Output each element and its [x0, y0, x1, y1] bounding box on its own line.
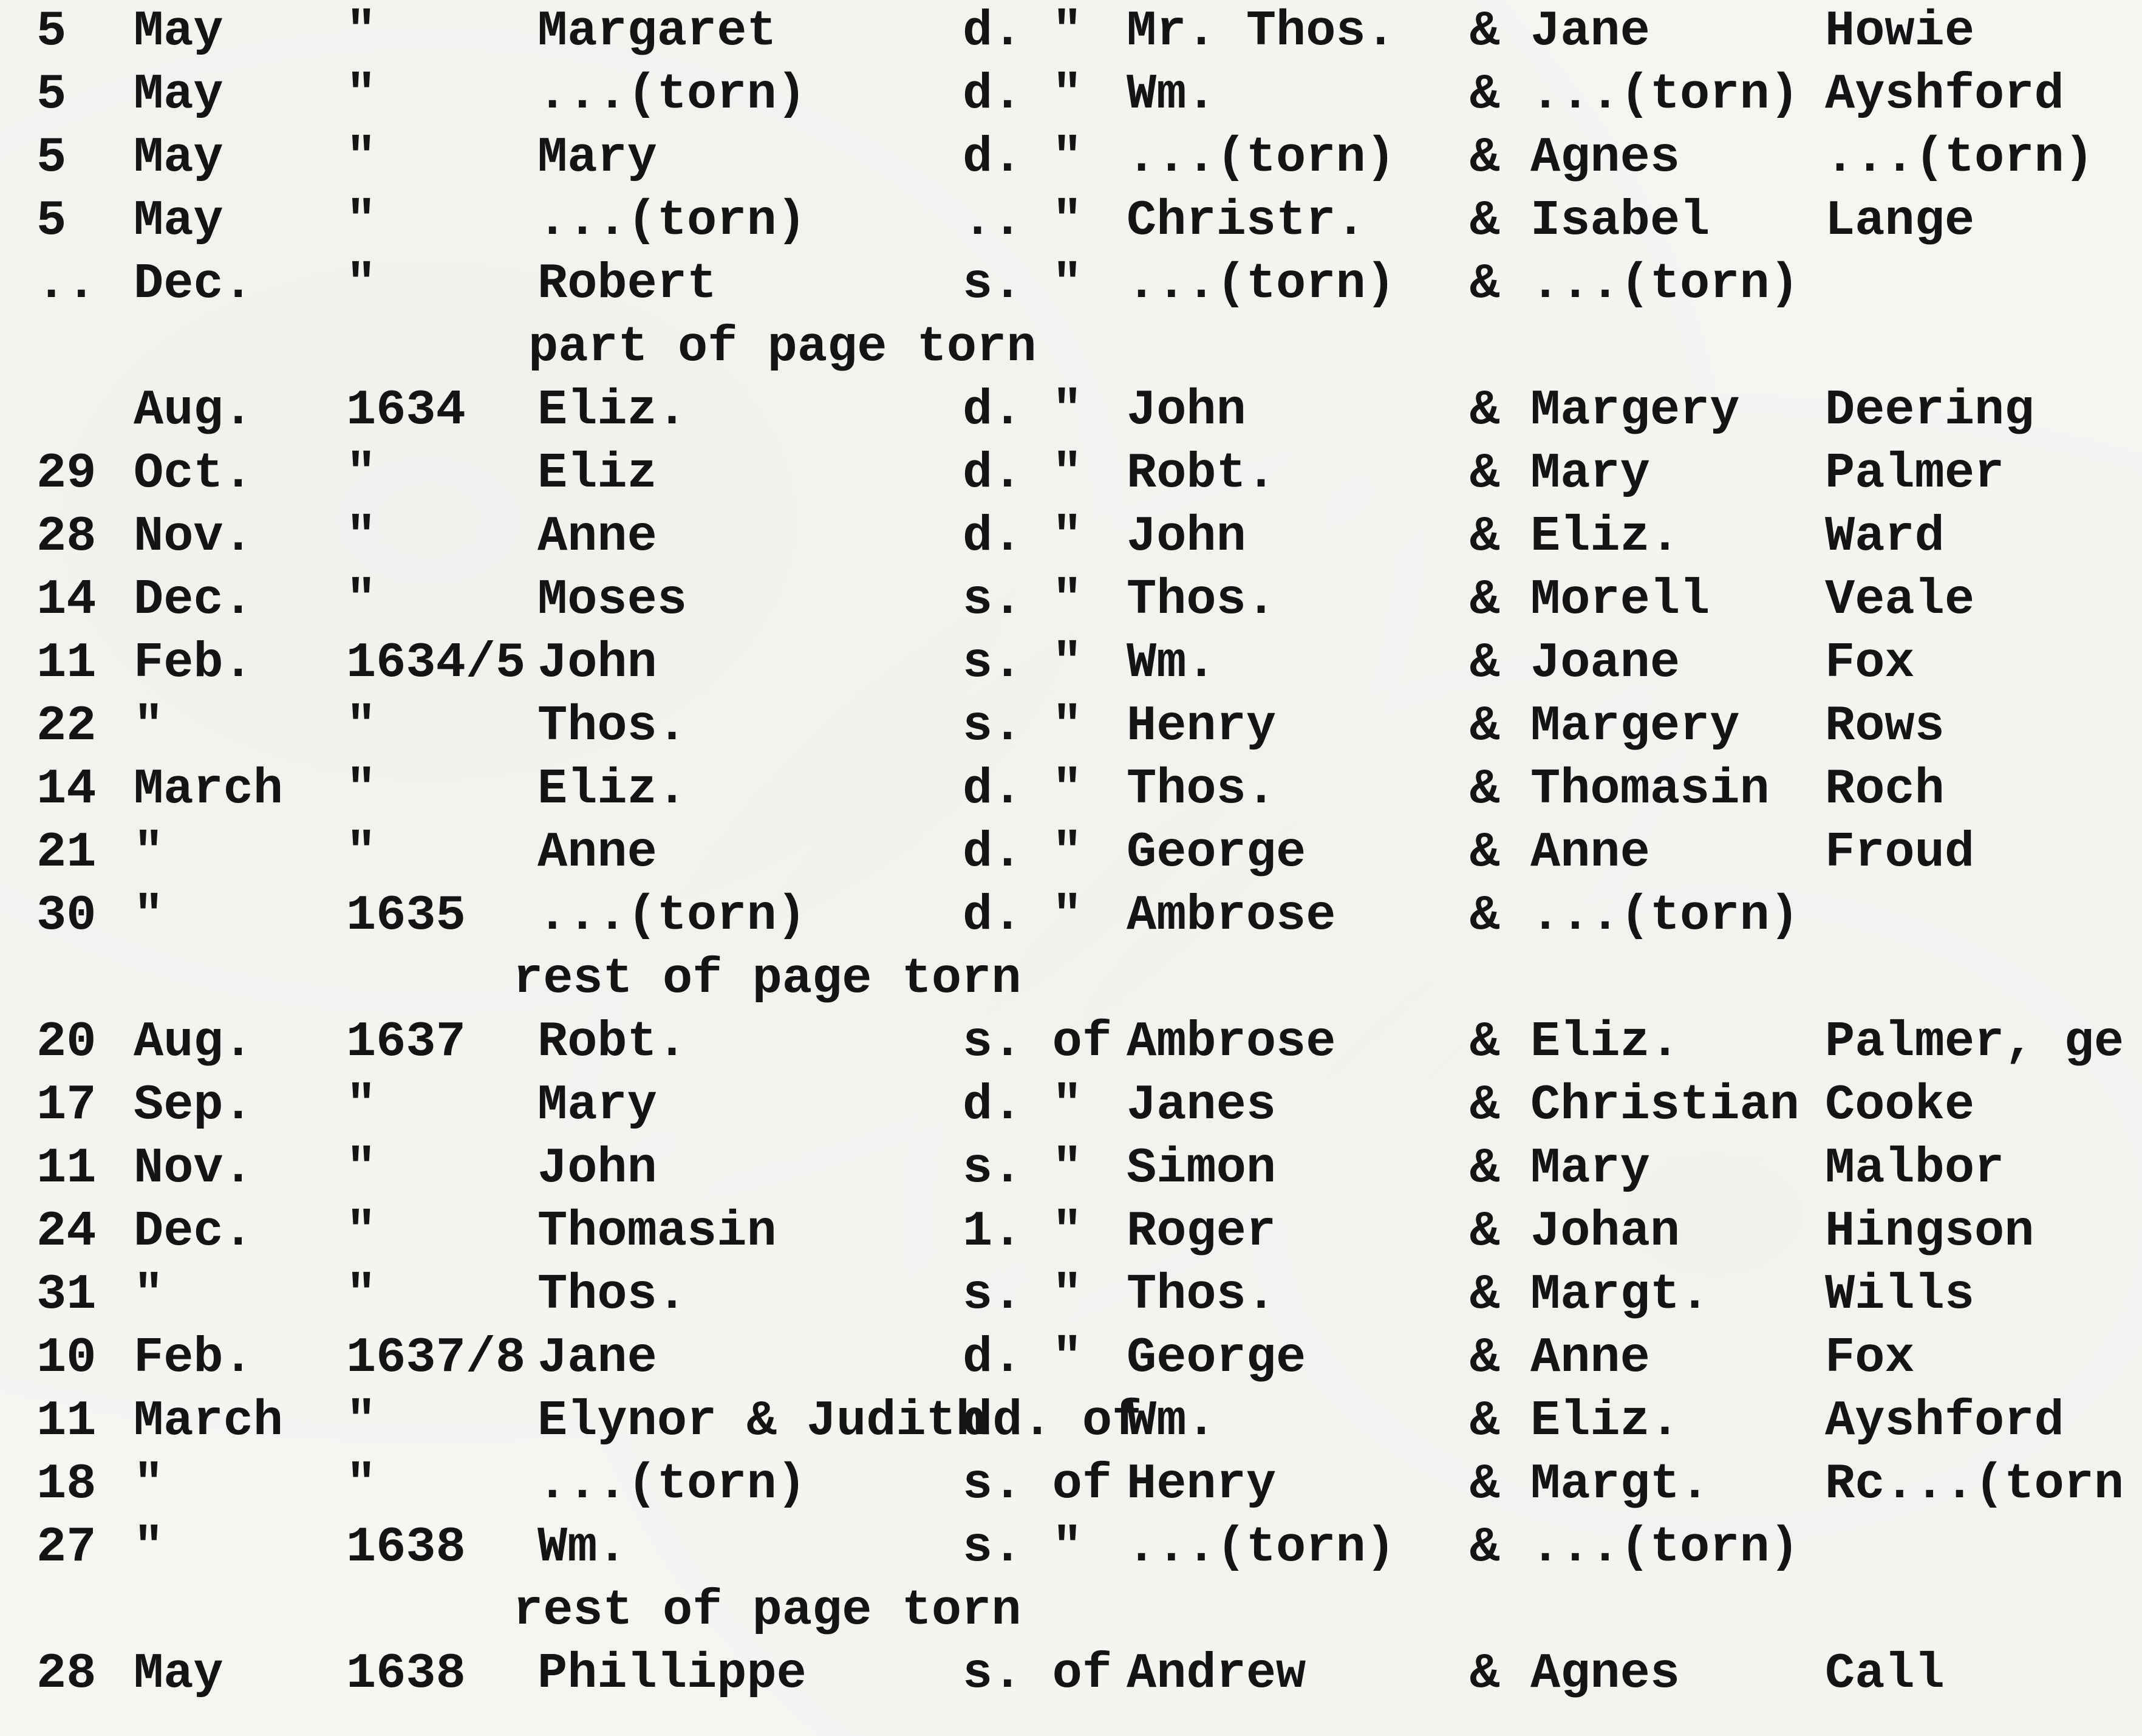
entry-name: Thos. — [537, 698, 687, 754]
entry-year: " — [346, 445, 377, 502]
register-entry — [0, 442, 2142, 505]
entry-rel: s. " — [963, 1266, 1082, 1323]
register-entry — [0, 1074, 2142, 1137]
entry-rel: dd. of — [963, 1393, 1142, 1449]
entry-surname: Ayshford — [1825, 1393, 2064, 1449]
entry-rel: .. " — [963, 193, 1082, 249]
register-entry — [0, 63, 2142, 126]
entry-day: 11 — [36, 635, 97, 691]
entry-father: Henry — [1127, 1456, 1277, 1512]
entry-day: 18 — [36, 1456, 97, 1512]
entry-month: Dec. — [134, 1203, 253, 1260]
entry-year: " — [346, 1077, 377, 1133]
entry-year: " — [346, 1203, 377, 1260]
entry-year: 1637 — [346, 1014, 466, 1070]
entry-father: ...(torn) — [1127, 1519, 1396, 1576]
entry-father: Robt. — [1127, 445, 1277, 502]
entry-rel: s. " — [963, 572, 1082, 628]
entry-mother: Thomasin — [1530, 761, 1770, 818]
register-entry — [0, 0, 2142, 63]
entry-mother: ...(torn) — [1530, 66, 1799, 123]
entry-father: John — [1127, 382, 1246, 439]
entry-surname: Palmer — [1825, 445, 2005, 502]
entry-day: 10 — [36, 1330, 97, 1386]
entry-day: 5 — [36, 66, 67, 123]
entry-amp: & — [1470, 66, 1500, 123]
entry-name: Thomasin — [537, 1203, 777, 1260]
entry-month: Oct. — [134, 445, 253, 502]
entry-month: " — [134, 1519, 164, 1576]
entry-day: 14 — [36, 761, 97, 818]
entry-month: May — [134, 1645, 223, 1702]
entry-surname: Ayshford — [1825, 66, 2064, 123]
entry-surname: Lange — [1825, 193, 1975, 249]
entry-amp: & — [1470, 1393, 1500, 1449]
entry-surname: Fox — [1825, 635, 1915, 691]
entry-year: 1638 — [346, 1519, 466, 1576]
entry-day: 30 — [36, 887, 97, 944]
entry-father: Janes — [1127, 1077, 1277, 1133]
entry-mother: Agnes — [1530, 1645, 1680, 1702]
entry-surname: Rows — [1825, 698, 1945, 754]
entry-amp: & — [1470, 1645, 1500, 1702]
entry-day: 27 — [36, 1519, 97, 1576]
entry-year: " — [346, 1140, 377, 1197]
entry-father: Henry — [1127, 698, 1277, 754]
entry-mother: Jane — [1530, 3, 1650, 60]
entry-month: Nov. — [134, 1140, 253, 1197]
entry-name: Elynor & Judith — [537, 1393, 986, 1449]
entry-name: ...(torn) — [537, 1456, 807, 1512]
entry-name: Thos. — [537, 1266, 687, 1323]
entry-rel: d. " — [963, 1077, 1082, 1133]
entry-day: 11 — [36, 1393, 97, 1449]
entry-name: Margaret — [537, 3, 777, 60]
entry-surname: Veale — [1825, 572, 1975, 628]
entry-surname: Cooke — [1825, 1077, 1975, 1133]
register-entry — [0, 884, 2142, 948]
entry-amp: & — [1470, 129, 1500, 186]
entry-amp: & — [1470, 1140, 1500, 1197]
entry-month: May — [134, 3, 223, 60]
entry-mother: Margt. — [1530, 1266, 1710, 1323]
entry-month: Feb. — [134, 1330, 253, 1386]
entry-amp: & — [1470, 1330, 1500, 1386]
entry-surname: Howie — [1825, 3, 1975, 60]
entry-mother: Margt. — [1530, 1456, 1710, 1512]
entry-mother: Eliz. — [1530, 1014, 1680, 1070]
entry-name: Anne — [537, 824, 657, 881]
entry-father: Ambrose — [1127, 887, 1336, 944]
register-entry — [0, 1516, 2142, 1579]
entry-day: 5 — [36, 193, 67, 249]
entry-father: Thos. — [1127, 1266, 1277, 1323]
register-entry — [0, 1453, 2142, 1516]
entry-month: Sep. — [134, 1077, 253, 1133]
entry-rel: s. of — [963, 1456, 1113, 1512]
entry-amp: & — [1470, 1203, 1500, 1260]
entry-mother: Johan — [1530, 1203, 1680, 1260]
entry-day: 24 — [36, 1203, 97, 1260]
entry-rel: s. " — [963, 698, 1082, 754]
entry-rel: s. " — [963, 635, 1082, 691]
entry-year: 1638 — [346, 1645, 466, 1702]
entry-year: " — [346, 1456, 377, 1512]
register-entry — [0, 379, 2142, 442]
register-entry — [0, 190, 2142, 253]
entry-father: Christr. — [1127, 193, 1366, 249]
entry-rel: d. " — [963, 129, 1082, 186]
entry-mother: Isabel — [1530, 193, 1710, 249]
entry-year: " — [346, 761, 377, 818]
entry-mother: Mary — [1530, 445, 1650, 502]
entry-rel: d. " — [963, 887, 1082, 944]
register-entry — [0, 758, 2142, 821]
register-entry — [0, 821, 2142, 884]
entry-name: Mary — [537, 1077, 657, 1133]
entry-amp: & — [1470, 635, 1500, 691]
entry-amp: & — [1470, 256, 1500, 312]
register-entry — [0, 505, 2142, 569]
entry-year: " — [346, 193, 377, 249]
entry-name: Wm. — [537, 1519, 627, 1576]
entry-father: Roger — [1127, 1203, 1277, 1260]
entry-amp: & — [1470, 1456, 1500, 1512]
entry-surname: Wills — [1825, 1266, 1975, 1323]
entry-amp: & — [1470, 887, 1500, 944]
entry-year: " — [346, 66, 377, 123]
register-entry — [0, 253, 2142, 316]
entry-year: " — [346, 256, 377, 312]
entry-mother: Eliz. — [1530, 1393, 1680, 1449]
entry-day: 22 — [36, 698, 97, 754]
register-entry — [0, 1642, 2142, 1706]
entry-father: Ambrose — [1127, 1014, 1336, 1070]
entry-year: " — [346, 572, 377, 628]
entry-name: Mary — [537, 129, 657, 186]
entry-mother: Mary — [1530, 1140, 1650, 1197]
entry-surname: Froud — [1825, 824, 1975, 881]
entry-father: Wm. — [1127, 1393, 1216, 1449]
entry-amp: & — [1470, 761, 1500, 818]
entry-amp: & — [1470, 382, 1500, 439]
entry-amp: & — [1470, 3, 1500, 60]
entry-rel: d. " — [963, 66, 1082, 123]
entry-day: 20 — [36, 1014, 97, 1070]
entry-mother: Agnes — [1530, 129, 1680, 186]
entry-month: March — [134, 1393, 284, 1449]
entry-year: " — [346, 1393, 377, 1449]
torn-note: part of page torn — [528, 319, 1037, 375]
entry-month: May — [134, 193, 223, 249]
entry-month: " — [134, 887, 164, 944]
entry-month: " — [134, 1456, 164, 1512]
entry-amp: & — [1470, 445, 1500, 502]
entry-month: Nov. — [134, 508, 253, 565]
register-entry — [0, 1200, 2142, 1263]
entry-rel: s. of — [963, 1645, 1113, 1702]
register-entry — [0, 1011, 2142, 1074]
entry-father: ...(torn) — [1127, 129, 1396, 186]
entry-day: .. — [36, 256, 97, 312]
entry-month: Dec. — [134, 572, 253, 628]
register-entry — [0, 126, 2142, 190]
entry-amp: & — [1470, 1266, 1500, 1323]
entry-month: " — [134, 698, 164, 754]
entry-surname: Ward — [1825, 508, 1945, 565]
entry-month: " — [134, 1266, 164, 1323]
entry-year: " — [346, 1266, 377, 1323]
torn-note-row — [0, 1579, 2142, 1642]
entry-father: Thos. — [1127, 761, 1277, 818]
entry-amp: & — [1470, 1077, 1500, 1133]
entry-rel: s. of — [963, 1014, 1113, 1070]
entry-name: Eliz. — [537, 761, 687, 818]
entry-amp: & — [1470, 193, 1500, 249]
entry-name: ...(torn) — [537, 193, 807, 249]
torn-note: rest of page torn — [513, 1582, 1022, 1639]
entry-name: Moses — [537, 572, 687, 628]
entry-day: 28 — [36, 1645, 97, 1702]
entry-name: Eliz. — [537, 382, 687, 439]
entry-surname: ...(torn) — [1825, 129, 2094, 186]
entry-mother: ...(torn) — [1530, 887, 1799, 944]
entry-name: John — [537, 635, 657, 691]
entry-name: John — [537, 1140, 657, 1197]
entry-name: Anne — [537, 508, 657, 565]
entry-day: 28 — [36, 508, 97, 565]
entry-day: 5 — [36, 3, 67, 60]
entry-rel: d. " — [963, 3, 1082, 60]
entry-year: 1635 — [346, 887, 466, 944]
torn-note-row — [0, 316, 2142, 379]
entry-day: 11 — [36, 1140, 97, 1197]
entry-amp: & — [1470, 1519, 1500, 1576]
entry-rel: s. " — [963, 1140, 1082, 1197]
entry-name: ...(torn) — [537, 66, 807, 123]
entry-rel: d. " — [963, 382, 1082, 439]
entry-year: " — [346, 3, 377, 60]
entry-father: Andrew — [1127, 1645, 1306, 1702]
entry-name: Jane — [537, 1330, 657, 1386]
entry-rel: d. " — [963, 1330, 1082, 1386]
entry-year: " — [346, 129, 377, 186]
entry-year: 1634/5 — [346, 635, 526, 691]
entry-rel: s. " — [963, 1519, 1082, 1576]
entry-month: Aug. — [134, 382, 253, 439]
entry-father: John — [1127, 508, 1246, 565]
entry-rel: d. " — [963, 445, 1082, 502]
entry-mother: Anne — [1530, 1330, 1650, 1386]
register-entry — [0, 632, 2142, 695]
entry-amp: & — [1470, 698, 1500, 754]
entry-name: Robt. — [537, 1014, 687, 1070]
entry-day: 17 — [36, 1077, 97, 1133]
entry-surname: Fox — [1825, 1330, 1915, 1386]
register-entry — [0, 695, 2142, 758]
entry-month: Feb. — [134, 635, 253, 691]
entry-rel: d. " — [963, 508, 1082, 565]
entry-mother: ...(torn) — [1530, 256, 1799, 312]
entry-father: George — [1127, 824, 1306, 881]
entry-surname: Rc...(torn — [1825, 1456, 2124, 1512]
entry-day: 31 — [36, 1266, 97, 1323]
entry-mother: Morell — [1530, 572, 1710, 628]
entry-father: George — [1127, 1330, 1306, 1386]
entry-surname: Hingson — [1825, 1203, 2035, 1260]
torn-note: rest of page torn — [513, 951, 1022, 1007]
entry-day: 29 — [36, 445, 97, 502]
entry-year: 1637/8 — [346, 1330, 526, 1386]
entry-rel: d. " — [963, 761, 1082, 818]
entry-year: " — [346, 698, 377, 754]
entry-amp: & — [1470, 1014, 1500, 1070]
torn-note-row — [0, 948, 2142, 1011]
entry-amp: & — [1470, 824, 1500, 881]
entry-name: ...(torn) — [537, 887, 807, 944]
entry-amp: & — [1470, 572, 1500, 628]
entry-surname: Malbor — [1825, 1140, 2005, 1197]
entry-mother: Margery — [1530, 698, 1740, 754]
entry-mother: Anne — [1530, 824, 1650, 881]
register-entry — [0, 569, 2142, 632]
entry-mother: Eliz. — [1530, 508, 1680, 565]
entry-name: Phillippe — [537, 1645, 807, 1702]
entry-father: Wm. — [1127, 635, 1216, 691]
entry-rel: s. " — [963, 256, 1082, 312]
entry-day: 21 — [36, 824, 97, 881]
entry-month: May — [134, 129, 223, 186]
register-entry — [0, 1263, 2142, 1327]
entry-name: Robert — [537, 256, 717, 312]
entry-year: 1634 — [346, 382, 466, 439]
entry-amp: & — [1470, 508, 1500, 565]
register-entry — [0, 1327, 2142, 1390]
entry-surname: Deering — [1825, 382, 2035, 439]
entry-year: " — [346, 824, 377, 881]
entry-father: ...(torn) — [1127, 256, 1396, 312]
entry-month: May — [134, 66, 223, 123]
entry-father: Thos. — [1127, 572, 1277, 628]
entry-surname: Palmer, ge — [1825, 1014, 2124, 1070]
register-entry — [0, 1137, 2142, 1200]
entry-month: March — [134, 761, 284, 818]
entry-father: Wm. — [1127, 66, 1216, 123]
register-entry — [0, 1390, 2142, 1453]
entry-month: " — [134, 824, 164, 881]
entry-surname: Roch — [1825, 761, 1945, 818]
entry-mother: Joane — [1530, 635, 1680, 691]
entry-father: Mr. Thos. — [1127, 3, 1396, 60]
entry-day: 5 — [36, 129, 67, 186]
entry-rel: d. " — [963, 824, 1082, 881]
entry-surname: Call — [1825, 1645, 1945, 1702]
entry-mother: Margery — [1530, 382, 1740, 439]
entry-name: Eliz — [537, 445, 657, 502]
entry-mother: ...(torn) — [1530, 1519, 1799, 1576]
entry-year: " — [346, 508, 377, 565]
entry-rel: 1. " — [963, 1203, 1082, 1260]
entry-month: Aug. — [134, 1014, 253, 1070]
entry-month: Dec. — [134, 256, 253, 312]
entry-day: 14 — [36, 572, 97, 628]
entry-mother: Christian — [1530, 1077, 1799, 1133]
entry-father: Simon — [1127, 1140, 1277, 1197]
